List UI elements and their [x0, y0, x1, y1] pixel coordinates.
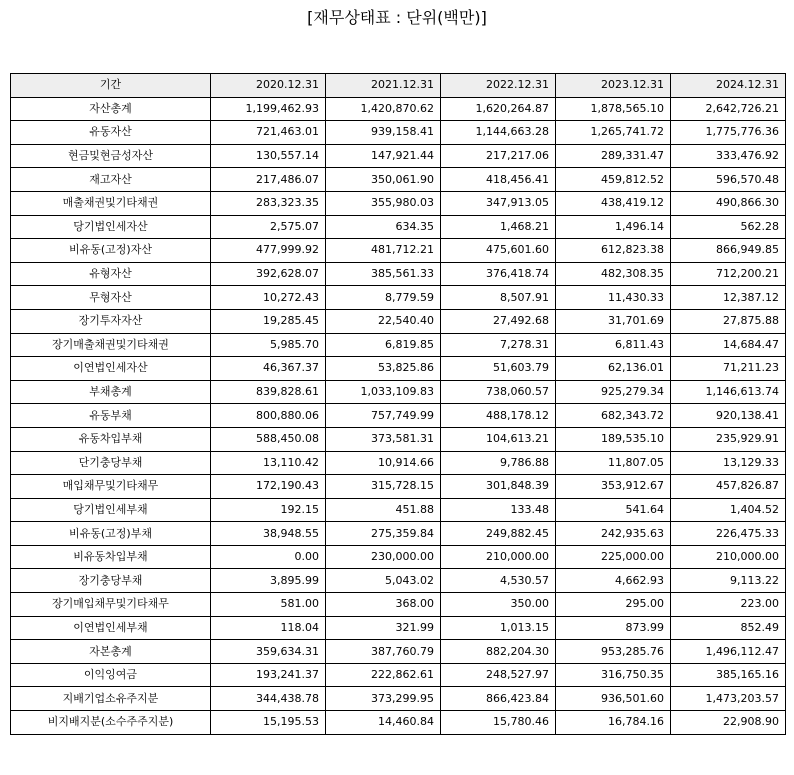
table-row — [11, 663, 786, 687]
value-cell: 2,642,726.21 — [671, 97, 786, 121]
table-row — [11, 97, 786, 121]
value-cell: 634.35 — [326, 215, 441, 239]
value-cell: 682,343.72 — [556, 404, 671, 428]
value-cell: 562.28 — [671, 215, 786, 239]
value-cell: 1,496.14 — [556, 215, 671, 239]
value-cell: 1,144,663.28 — [441, 121, 556, 145]
value-cell: 1,420,870.62 — [326, 97, 441, 121]
value-cell: 27,492.68 — [441, 309, 556, 333]
row-label-cell: 자산총계 — [11, 97, 211, 121]
value-cell: 373,581.31 — [326, 427, 441, 451]
value-cell: 295.00 — [556, 593, 671, 617]
value-cell: 217,217.06 — [441, 144, 556, 168]
value-cell: 38,948.55 — [211, 522, 326, 546]
value-cell: 22,540.40 — [326, 309, 441, 333]
value-cell: 223.00 — [671, 593, 786, 617]
value-cell: 477,999.92 — [211, 239, 326, 263]
value-cell: 1,878,565.10 — [556, 97, 671, 121]
value-cell: 172,190.43 — [211, 475, 326, 499]
value-cell: 31,701.69 — [556, 309, 671, 333]
value-cell: 588,450.08 — [211, 427, 326, 451]
value-cell: 490,866.30 — [671, 191, 786, 215]
value-cell: 210,000.00 — [671, 545, 786, 569]
value-cell: 51,603.79 — [441, 357, 556, 381]
column-header-period: 기간 — [11, 74, 211, 98]
value-cell: 738,060.57 — [441, 380, 556, 404]
value-cell: 15,780.46 — [441, 711, 556, 735]
value-cell: 8,779.59 — [326, 286, 441, 310]
value-cell: 27,875.88 — [671, 309, 786, 333]
value-cell: 920,138.41 — [671, 404, 786, 428]
row-label-cell: 이연법인세자산 — [11, 357, 211, 381]
row-label-cell: 당기법인세부채 — [11, 498, 211, 522]
table-row — [11, 333, 786, 357]
value-cell: 839,828.61 — [211, 380, 326, 404]
table-row — [11, 357, 786, 381]
value-cell: 22,908.90 — [671, 711, 786, 735]
column-header-date: 2020.12.31 — [211, 74, 326, 98]
column-header-date: 2023.12.31 — [556, 74, 671, 98]
row-label-cell: 재고자산 — [11, 168, 211, 192]
value-cell: 353,912.67 — [556, 475, 671, 499]
row-label-cell: 비지배지분(소수주주지분) — [11, 711, 211, 735]
table-row — [11, 522, 786, 546]
value-cell: 350.00 — [441, 593, 556, 617]
value-cell: 800,880.06 — [211, 404, 326, 428]
column-header-date: 2021.12.31 — [326, 74, 441, 98]
value-cell: 721,463.01 — [211, 121, 326, 145]
value-cell: 925,279.34 — [556, 380, 671, 404]
value-cell: 189,535.10 — [556, 427, 671, 451]
value-cell: 4,662.93 — [556, 569, 671, 593]
value-cell: 347,913.05 — [441, 191, 556, 215]
row-label-cell: 장기투자자산 — [11, 309, 211, 333]
value-cell: 882,204.30 — [441, 640, 556, 664]
value-cell: 3,895.99 — [211, 569, 326, 593]
value-cell: 62,136.01 — [556, 357, 671, 381]
value-cell: 457,826.87 — [671, 475, 786, 499]
row-label-cell: 당기법인세자산 — [11, 215, 211, 239]
value-cell: 866,949.85 — [671, 239, 786, 263]
value-cell: 11,430.33 — [556, 286, 671, 310]
table-row — [11, 168, 786, 192]
value-cell: 873.99 — [556, 616, 671, 640]
value-cell: 866,423.84 — [441, 687, 556, 711]
value-cell: 581.00 — [211, 593, 326, 617]
value-cell: 387,760.79 — [326, 640, 441, 664]
value-cell: 596,570.48 — [671, 168, 786, 192]
value-cell: 488,178.12 — [441, 404, 556, 428]
table-row — [11, 475, 786, 499]
value-cell: 1,468.21 — [441, 215, 556, 239]
value-cell: 53,825.86 — [326, 357, 441, 381]
value-cell: 939,158.41 — [326, 121, 441, 145]
value-cell: 235,929.91 — [671, 427, 786, 451]
value-cell: 193,241.37 — [211, 663, 326, 687]
row-label-cell: 매출채권및기타채권 — [11, 191, 211, 215]
value-cell: 226,475.33 — [671, 522, 786, 546]
row-label-cell: 비유동(고정)자산 — [11, 239, 211, 263]
table-row — [11, 404, 786, 428]
value-cell: 4,530.57 — [441, 569, 556, 593]
row-label-cell: 유동부채 — [11, 404, 211, 428]
value-cell: 392,628.07 — [211, 262, 326, 286]
table-row — [11, 640, 786, 664]
value-cell: 5,043.02 — [326, 569, 441, 593]
value-cell: 368.00 — [326, 593, 441, 617]
value-cell: 936,501.60 — [556, 687, 671, 711]
value-cell: 385,561.33 — [326, 262, 441, 286]
value-cell: 283,323.35 — [211, 191, 326, 215]
row-label-cell: 유동차입부채 — [11, 427, 211, 451]
value-cell: 757,749.99 — [326, 404, 441, 428]
table-row — [11, 286, 786, 310]
value-cell: 130,557.14 — [211, 144, 326, 168]
row-label-cell: 장기매입채무및기타채무 — [11, 593, 211, 617]
value-cell: 1,265,741.72 — [556, 121, 671, 145]
value-cell: 333,476.92 — [671, 144, 786, 168]
row-label-cell: 장기충당부채 — [11, 569, 211, 593]
table-row — [11, 498, 786, 522]
row-label-cell: 비유동차입부채 — [11, 545, 211, 569]
value-cell: 8,507.91 — [441, 286, 556, 310]
value-cell: 359,634.31 — [211, 640, 326, 664]
value-cell: 459,812.52 — [556, 168, 671, 192]
value-cell: 0.00 — [211, 545, 326, 569]
value-cell: 248,527.97 — [441, 663, 556, 687]
value-cell: 1,013.15 — [441, 616, 556, 640]
value-cell: 1,146,613.74 — [671, 380, 786, 404]
row-label-cell: 장기매출채권및기타채권 — [11, 333, 211, 357]
table-row — [11, 451, 786, 475]
value-cell: 321.99 — [326, 616, 441, 640]
table-header-row — [11, 74, 786, 98]
value-cell: 385,165.16 — [671, 663, 786, 687]
value-cell: 12,387.12 — [671, 286, 786, 310]
value-cell: 301,848.39 — [441, 475, 556, 499]
value-cell: 482,308.35 — [556, 262, 671, 286]
value-cell: 10,272.43 — [211, 286, 326, 310]
value-cell: 1,199,462.93 — [211, 97, 326, 121]
value-cell: 192.15 — [211, 498, 326, 522]
value-cell: 15,195.53 — [211, 711, 326, 735]
value-cell: 355,980.03 — [326, 191, 441, 215]
value-cell: 9,113.22 — [671, 569, 786, 593]
table-row — [11, 309, 786, 333]
value-cell: 1,620,264.87 — [441, 97, 556, 121]
value-cell: 19,285.45 — [211, 309, 326, 333]
row-label-cell: 유형자산 — [11, 262, 211, 286]
value-cell: 2,575.07 — [211, 215, 326, 239]
value-cell: 541.64 — [556, 498, 671, 522]
table-row — [11, 687, 786, 711]
value-cell: 13,110.42 — [211, 451, 326, 475]
value-cell: 6,811.43 — [556, 333, 671, 357]
value-cell: 11,807.05 — [556, 451, 671, 475]
table-row — [11, 262, 786, 286]
row-label-cell: 단기충당부채 — [11, 451, 211, 475]
value-cell: 418,456.41 — [441, 168, 556, 192]
row-label-cell: 이연법인세부채 — [11, 616, 211, 640]
table-row — [11, 121, 786, 145]
value-cell: 376,418.74 — [441, 262, 556, 286]
value-cell: 242,935.63 — [556, 522, 671, 546]
row-label-cell: 현금및현금성자산 — [11, 144, 211, 168]
table-row — [11, 711, 786, 735]
table-row — [11, 239, 786, 263]
table-row — [11, 616, 786, 640]
value-cell: 1,473,203.57 — [671, 687, 786, 711]
value-cell: 481,712.21 — [326, 239, 441, 263]
value-cell: 1,033,109.83 — [326, 380, 441, 404]
value-cell: 5,985.70 — [211, 333, 326, 357]
value-cell: 438,419.12 — [556, 191, 671, 215]
value-cell: 852.49 — [671, 616, 786, 640]
table-row — [11, 144, 786, 168]
value-cell: 71,211.23 — [671, 357, 786, 381]
value-cell: 14,684.47 — [671, 333, 786, 357]
value-cell: 475,601.60 — [441, 239, 556, 263]
value-cell: 344,438.78 — [211, 687, 326, 711]
value-cell: 222,862.61 — [326, 663, 441, 687]
value-cell: 373,299.95 — [326, 687, 441, 711]
value-cell: 118.04 — [211, 616, 326, 640]
value-cell: 104,613.21 — [441, 427, 556, 451]
table-row — [11, 191, 786, 215]
value-cell: 275,359.84 — [326, 522, 441, 546]
value-cell: 9,786.88 — [441, 451, 556, 475]
value-cell: 1,404.52 — [671, 498, 786, 522]
row-label-cell: 자본총계 — [11, 640, 211, 664]
row-label-cell: 유동자산 — [11, 121, 211, 145]
value-cell: 16,784.16 — [556, 711, 671, 735]
table-row — [11, 569, 786, 593]
column-header-date: 2024.12.31 — [671, 74, 786, 98]
value-cell: 147,921.44 — [326, 144, 441, 168]
value-cell: 13,129.33 — [671, 451, 786, 475]
value-cell: 316,750.35 — [556, 663, 671, 687]
table-row — [11, 545, 786, 569]
value-cell: 230,000.00 — [326, 545, 441, 569]
value-cell: 289,331.47 — [556, 144, 671, 168]
table-row — [11, 427, 786, 451]
row-label-cell: 지배기업소유주지분 — [11, 687, 211, 711]
value-cell: 46,367.37 — [211, 357, 326, 381]
table-row — [11, 593, 786, 617]
column-header-date: 2022.12.31 — [441, 74, 556, 98]
value-cell: 315,728.15 — [326, 475, 441, 499]
row-label-cell: 이익잉여금 — [11, 663, 211, 687]
value-cell: 133.48 — [441, 498, 556, 522]
value-cell: 612,823.38 — [556, 239, 671, 263]
row-label-cell: 비유동(고정)부채 — [11, 522, 211, 546]
balance-sheet-table — [10, 73, 786, 735]
value-cell: 210,000.00 — [441, 545, 556, 569]
value-cell: 7,278.31 — [441, 333, 556, 357]
value-cell: 6,819.85 — [326, 333, 441, 357]
value-cell: 10,914.66 — [326, 451, 441, 475]
table-row — [11, 215, 786, 239]
value-cell: 1,775,776.36 — [671, 121, 786, 145]
value-cell: 217,486.07 — [211, 168, 326, 192]
row-label-cell: 매입채무및기타채무 — [11, 475, 211, 499]
value-cell: 953,285.76 — [556, 640, 671, 664]
value-cell: 1,496,112.47 — [671, 640, 786, 664]
value-cell: 249,882.45 — [441, 522, 556, 546]
value-cell: 14,460.84 — [326, 711, 441, 735]
value-cell: 225,000.00 — [556, 545, 671, 569]
page-title: [재무상태표 : 단위(백만)] — [307, 8, 487, 27]
row-label-cell: 부채총계 — [11, 380, 211, 404]
value-cell: 712,200.21 — [671, 262, 786, 286]
value-cell: 350,061.90 — [326, 168, 441, 192]
table-row — [11, 380, 786, 404]
value-cell: 451.88 — [326, 498, 441, 522]
table-body — [11, 97, 786, 734]
row-label-cell: 무형자산 — [11, 286, 211, 310]
